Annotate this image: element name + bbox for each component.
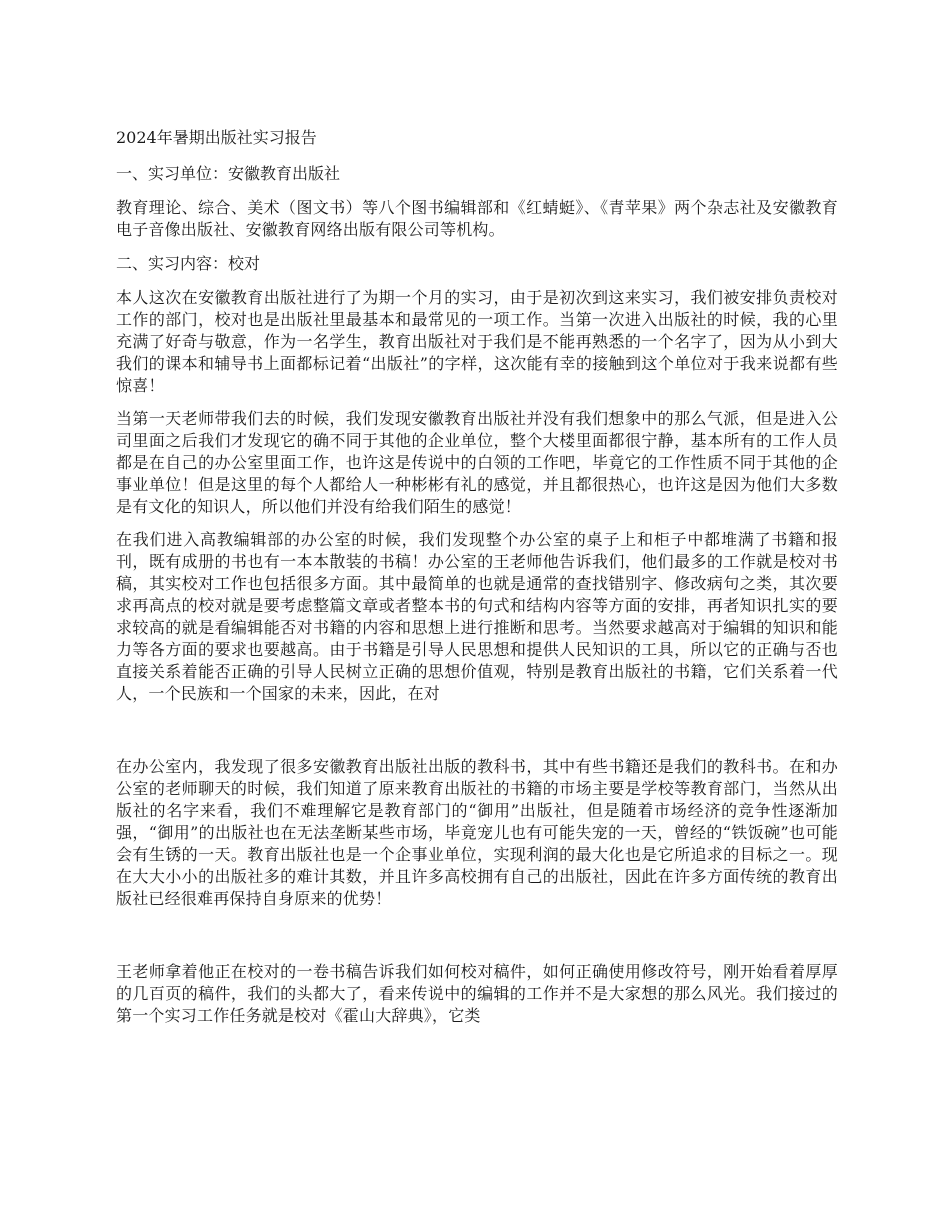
paragraph-introduction: 本人这次在安徽教育出版社进行了为期一个月的实习，由于是初次到这来实习，我们被安排负责校对工作的部门，校对也是出版社里最基本和最常见的一项工作。当第一次进入出版社的时候，我的心里充满了好奇与敬意，作为一名学生，教育出版社对于我们是不能再熟悉的一个名字了，因为从小到大我们的课本和辅导书上面都标记着“出版社”的字样，这次能有幸的接触到这个单位对于我来说都有些惊喜！ (116, 288, 838, 395)
paragraph-gap (116, 921, 838, 961)
paragraph-unit-description: 教育理论、综合、美术（图文书）等八个图书编辑部和《红蜻蜓》、《青苹果》两个杂志社及安徽教育电子音像出版社、安徽教育网络出版有限公司等机构。 (116, 198, 838, 239)
section-heading-internship-unit: 一、实习单位：安徽教育出版社 (116, 164, 341, 183)
paragraph-textbooks-market: 在办公室内，我发现了很多安徽教育出版社出版的教科书，其中有些书籍还是我们的教科书。在和办公室的老师聊天的时候，我们知道了原来教育出版社的书籍的市场主要是学校等教育部门，当然从出版社的名字来看，我们不难理解它是教育部门的“御用”出版社，但是随着市场经济的竞争性逐渐加强，“御用”的出版社也在无法垄断某些市场，毕竟宠儿也有可能失宠的一天，曾经的“铁饭碗”也可能会有生锈的一天。教育出版社也是一个企事业单位，实现利润的最大化也是它所追求的目标之一。现在大大小小的出版社多的难计其数，并且许多高校拥有自己的出版社，因此在许多方面传统的教育出版社已经很难再保持自身原来的优势！ (116, 757, 838, 908)
document-page (116, 126, 838, 1038)
paragraph-editorial-office: 在我们进入高教编辑部的办公室的时候，我们发现整个办公室的桌子上和柜子中都堆满了书籍和报刊，既有成册的书也有一本本散装的书稿！办公室的王老师他告诉我们，他们最多的工作就是校对书稿，其实校对工作也包括很多方面。其中最简单的也就是通常的查找错别字、修改病句之类，其次要求再高点的校对就是要考虑整篇文章或者整本书的句式和结构内容等方面的安排，再者知识扎实的要求较高的就是看编辑能否对书籍的内容和思想上进行推断和思考。当然要求越高对于编辑的知识和能力等各方面的要求也要越高。由于书籍是引导人民思想和提供人民知识的工具，所以它的正确与否也直接关系着能否正确的引导人民树立正确的思想价值观，特别是教育出版社的书籍，它们关系着一代人，一个民族和一个国家的未来，因此，在对 (116, 530, 838, 703)
paragraph-gap (116, 716, 838, 756)
section-heading-internship-content: 二、实习内容：校对 (116, 254, 261, 273)
paragraph-proofreading-task: 王老师拿着他正在校对的一卷书稿告诉我们如何校对稿件，如何正确使用修改符号，刚开始看着厚厚的几百页的稿件，我们的头都大了，看来传说中的编辑的工作并不是大家想的那么风光。我们接过的第一个实习工作任务就是校对《霍山大辞典》，它类 (116, 962, 838, 1025)
paragraph-first-day: 当第一天老师带我们去的时候，我们发现安徽教育出版社并没有我们想象中的那么气派，但是进入公司里面之后我们才发现它的确不同于其他的企业单位，整个大楼里面都很宁静，基本所有的工作人员都是在自己的办公室里面工作，也许这是传说中的白领的工作吧，毕竟它的工作性质不同于其他的企事业单位！但是这里的每个人都给人一种彬彬有礼的感觉，并且都很热心，也许这是因为他们大多数是有文化的知识人，所以他们并没有给我们陌生的感觉！ (116, 409, 838, 516)
document-title: 2024年暑期出版社实习报告 (116, 128, 317, 147)
